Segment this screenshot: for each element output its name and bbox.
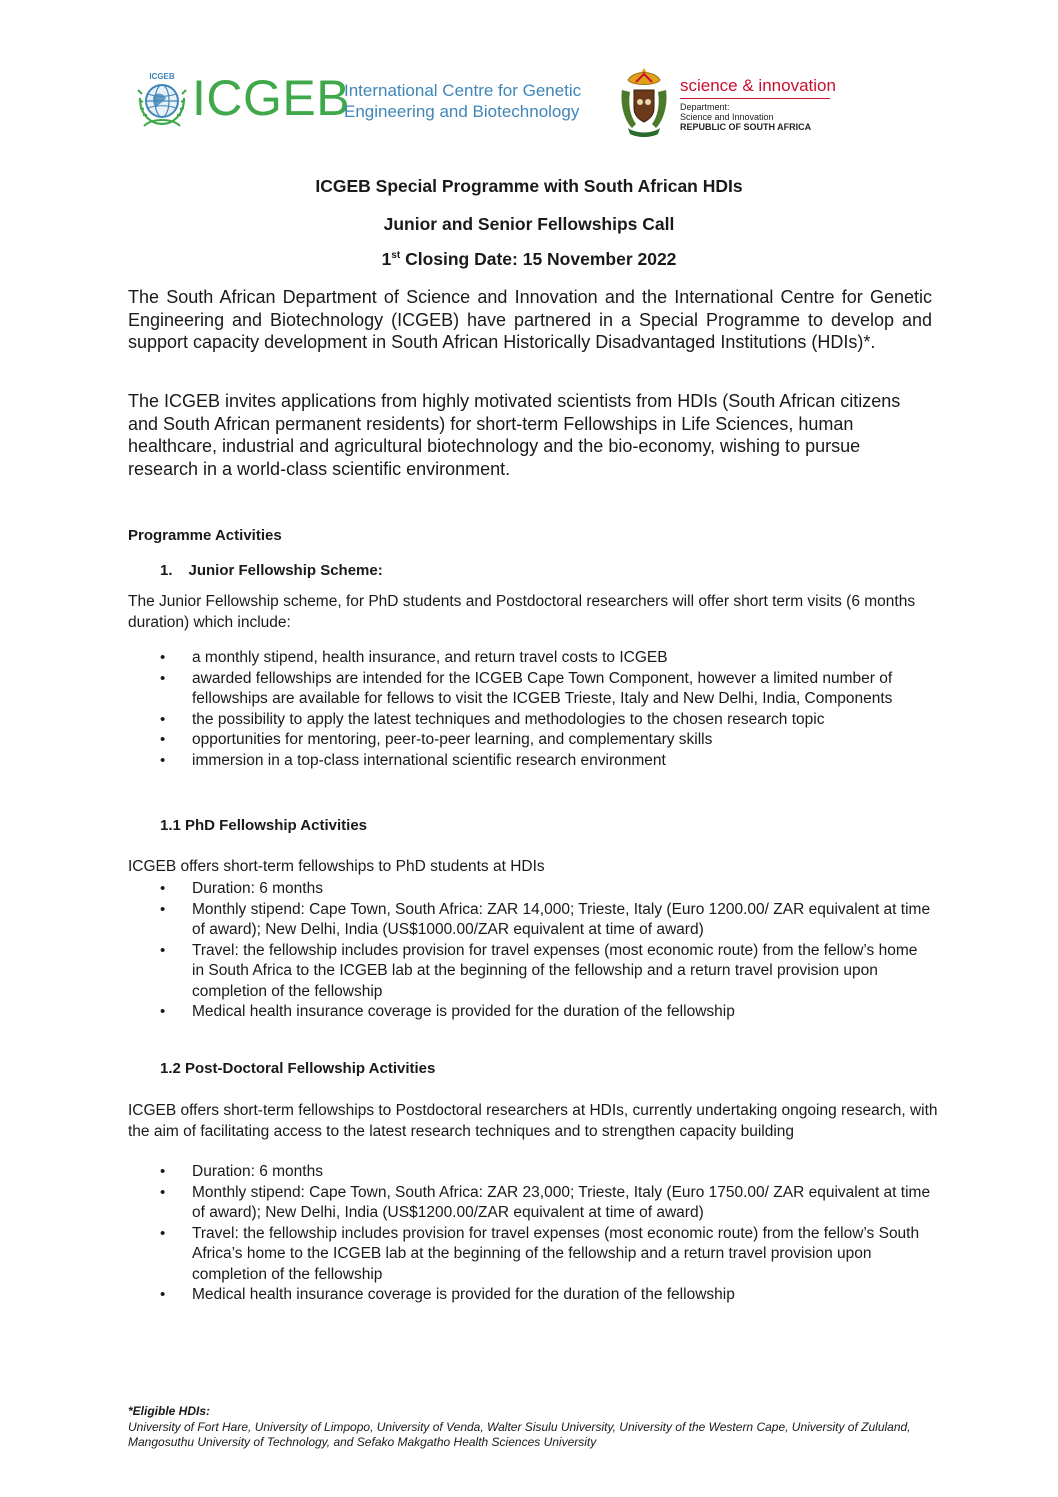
list-item: • Monthly stipend: Cape Town, South Africa: ZAR 14,000; Trieste, Italy (Euro 1200.00/ ZAR equivalent at time of award); New Delhi, India (US$1000.00/ZAR equivalent at time of award) <box>160 900 932 941</box>
closing-date-suffix: st <box>391 250 401 262</box>
intro-paragraph-2: The ICGEB invites applications from highly motivated scientists from HDIs (South African citizens and South African permanent residents) for short-term Fellowships in Life Sciences, human healthcare, industrial and agricultural biotechnology and the bio-economy, wishing to pursue research in a world-class scientific environment. <box>128 391 901 479</box>
junior-heading-text: Junior Fellowship Scheme: <box>188 562 383 579</box>
icgeb-name-line-2: Engineering and Biotechnology <box>344 102 580 121</box>
postdoc-details-list <box>160 1162 932 1306</box>
junior-description: The Junior Fellowship scheme, for PhD students and Postdoctoral researchers will offer short term visits (6 months duration) which include: <box>128 593 916 631</box>
dsi-title: science & innovation <box>680 76 836 95</box>
closing-date <box>0 249 1058 270</box>
list-item: • Medical health insurance coverage is provided for the duration of the fellowship <box>160 1285 932 1306</box>
list-item: • the possibility to apply the latest techniques and methodologies to the chosen research topic <box>160 710 932 731</box>
list-item: • immersion in a top-class international scientific research environment <box>160 751 932 772</box>
junior-heading-number: 1. <box>160 562 173 579</box>
intro-paragraph-1: The South African Department of Science and Innovation and the International Centre for Genetic Engineering and Biotechnology (ICGEB) have partnered in a Special Programme to develop and support capacity development in South African Historically Disadvantaged Institutions (HDIs)*. <box>128 287 932 352</box>
postdoc-heading: 1.2 Post-Doctoral Fellowship Activities <box>160 1060 436 1077</box>
icgeb-globe-emblem-icon <box>134 68 190 134</box>
icgeb-emblem-text: ICGEB <box>149 72 175 81</box>
document-subtitle: Junior and Senior Fellowships Call <box>383 214 675 234</box>
footnote-body: University of Fort Hare, University of Limpopo, University of Venda, Walter Sisulu University, University of the Western Cape, University of Zululand, Mangosuthu University of Technology, and Sefako Makgatho Health Sciences University <box>128 1420 911 1449</box>
postdoc-description: ICGEB offers short-term fellowships to Postdoctoral researchers at HDIs, currently undertaking ongoing research, with the aim of facilitating access to the latest research techniques and to strengthen capacity building <box>128 1102 938 1140</box>
list-item: • Duration: 6 months <box>160 1162 932 1183</box>
icgeb-wordmark: ICGEB <box>192 70 351 126</box>
document-title: ICGEB Special Programme with South African HDIs <box>315 176 743 196</box>
dsi-title-rule <box>680 98 830 99</box>
section-heading-programme-activities: Programme Activities <box>128 527 282 544</box>
list-item: • Medical health insurance coverage is provided for the duration of the fellowship <box>160 1002 932 1023</box>
dsi-line-1: Department: <box>680 102 730 112</box>
junior-heading <box>160 562 383 579</box>
closing-date-number: 1 <box>381 249 392 269</box>
list-item: • opportunities for mentoring, peer-to-peer learning, and complementary skills <box>160 730 932 751</box>
list-item: • Travel: the fellowship includes provision for travel expenses (most economic route) from the fellow’s home in South Africa to the ICGEB lab at the beginning of the fellowship and a return travel provision upon completion of the fellowship <box>160 941 932 1003</box>
list-item: • awarded fellowships are intended for the ICGEB Cape Town Component, however a limited number of fellowships are available for fellows to visit the ICGEB Trieste, Italy and New Delhi, India, Components <box>160 669 932 710</box>
phd-heading: 1.1 PhD Fellowship Activities <box>160 817 367 834</box>
phd-description: ICGEB offers short-term fellowships to PhD students at HDIs <box>128 858 545 875</box>
icgeb-full-name <box>344 80 581 122</box>
junior-benefits-list <box>160 648 932 771</box>
closing-date-text: Closing Date: 15 November 2022 <box>400 249 677 269</box>
icgeb-logo <box>134 68 584 134</box>
icgeb-name-line-1: International Centre for Genetic <box>344 81 582 100</box>
list-item: • Monthly stipend: Cape Town, South Africa: ZAR 23,000; Trieste, Italy (Euro 1750.00/ ZAR equivalent at time of award); New Delhi, India (US$1200.00/ZAR equivalent at time of award) <box>160 1183 932 1224</box>
sa-coat-of-arms-icon <box>618 64 670 138</box>
list-item: • Travel: the fellowship includes provision for travel expenses (most economic route) from the fellow’s South Africa’s home to the ICGEB lab at the beginning of the fellowship and a return travel provision upon completion of the fellowship <box>160 1224 932 1286</box>
list-item: • Duration: 6 months <box>160 879 932 900</box>
dsi-line-2: Science and Innovation <box>680 112 774 122</box>
dsi-line-3: REPUBLIC OF SOUTH AFRICA <box>680 122 812 132</box>
footnote-title: *Eligible HDIs: <box>128 1404 211 1418</box>
list-item: • a monthly stipend, health insurance, and return travel costs to ICGEB <box>160 648 932 669</box>
dsi-logo <box>618 64 858 140</box>
phd-details-list <box>160 879 932 1023</box>
